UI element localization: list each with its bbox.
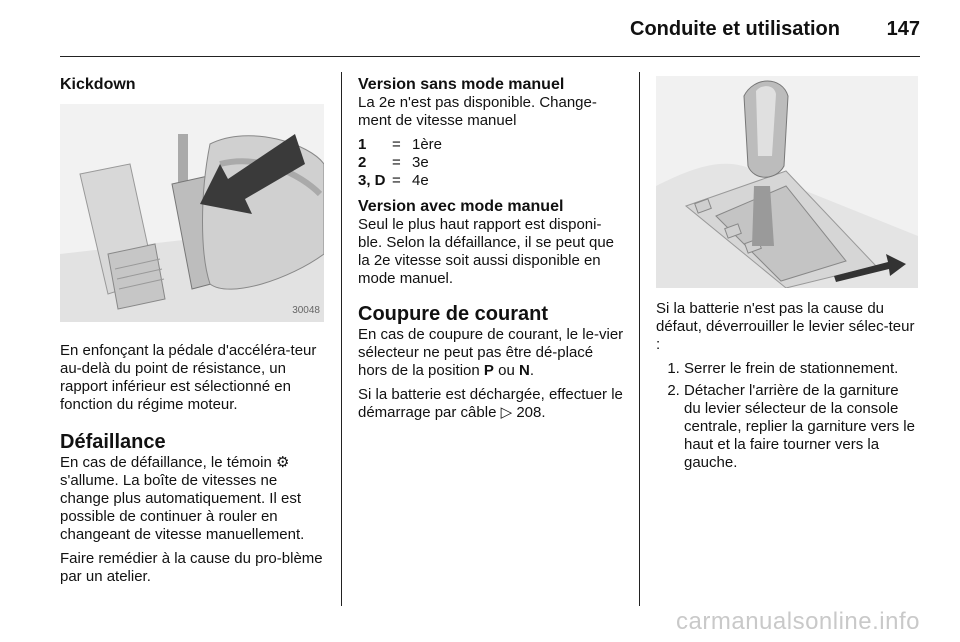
gear-value: 1ère bbox=[412, 136, 443, 153]
kickdown-text: En enfonçant la pédale d'accéléra-teur au-delà du point de résistance, un rapport inférieur est sélectionné en fonction du régime moteur. bbox=[60, 342, 317, 413]
gear-row bbox=[358, 136, 442, 154]
unlock-intro: Si la batterie n'est pas la cause du défaut, déverrouiller le levier sélec-teur : bbox=[656, 300, 915, 353]
failure-text: En cas de défaillance, le témoin ⚙ s'allume. La boîte de vitesses ne change plus automatiquement. Il est possible de continuer à rouler en changeant de vitesse manuellement. bbox=[60, 454, 305, 543]
list-item: 2. Détacher l'arrière de la garniture du levier sélecteur de la console centrale, replier la garniture vers le haut et la faire tourner vers la gauche. bbox=[684, 382, 918, 472]
footer-watermark[interactable]: carmanualsonline.info bbox=[676, 608, 920, 635]
no-manual-text: La 2e n'est pas disponible. Change-ment de vitesse manuel bbox=[358, 94, 597, 129]
gear-row bbox=[358, 154, 442, 172]
position-p: P bbox=[483, 362, 494, 379]
position-n: N bbox=[518, 362, 530, 379]
power-text bbox=[358, 326, 624, 380]
column-2 bbox=[358, 76, 624, 428]
header-rule bbox=[60, 56, 920, 57]
gear-table bbox=[358, 136, 442, 190]
kickdown-figure bbox=[60, 104, 324, 322]
column-3 bbox=[656, 76, 918, 476]
kickdown-heading: Kickdown bbox=[60, 76, 136, 93]
column-divider-1 bbox=[341, 72, 342, 606]
gear-key: 2 bbox=[358, 154, 367, 171]
failure-heading: Défaillance bbox=[60, 431, 166, 453]
battery-text-body: Si la batterie est déchargée, effectuer le démarrage par câble bbox=[358, 386, 623, 421]
manual-heading: Version avec mode manuel bbox=[358, 198, 564, 215]
list-item: 1. Serrer le frein de stationnement. bbox=[684, 360, 918, 378]
gear-eq: = bbox=[392, 172, 401, 189]
column-divider-2 bbox=[639, 72, 640, 606]
selector-figure bbox=[656, 76, 918, 288]
figure-code: 30048 bbox=[292, 305, 320, 316]
battery-text bbox=[358, 386, 624, 422]
power-or: ou bbox=[498, 362, 515, 379]
page-number: 147 bbox=[886, 18, 920, 40]
manual-text: Seul le plus haut rapport est disponi-ble. Selon la défaillance, il se peut que la 2e vitesse soit aussi disponible en mode manuel. bbox=[358, 216, 615, 287]
power-heading: Coupure de courant bbox=[358, 303, 549, 325]
no-manual-heading: Version sans mode manuel bbox=[358, 76, 565, 93]
header-title: Conduite et utilisation bbox=[630, 18, 840, 40]
gear-value: 4e bbox=[412, 172, 429, 189]
power-dot: . bbox=[529, 362, 534, 379]
battery-ref[interactable]: 208. bbox=[516, 404, 546, 421]
gear-key: 3, D bbox=[358, 172, 386, 189]
power-text-body: En cas de coupure de courant, le le-vier sélecteur ne peut pas être dé-placé hors de la position bbox=[358, 326, 624, 379]
selector-lever-illustration bbox=[656, 76, 918, 288]
unlock-steps bbox=[656, 360, 918, 472]
gear-row bbox=[358, 172, 442, 190]
pedal-illustration bbox=[60, 104, 324, 322]
repair-text: Faire remédier à la cause du pro-blème par un atelier. bbox=[60, 550, 323, 585]
page-ref-icon: ▷ bbox=[500, 404, 513, 421]
gear-value: 3e bbox=[412, 154, 429, 171]
gear-eq: = bbox=[392, 136, 401, 153]
gear-key: 1 bbox=[358, 136, 367, 153]
gear-eq: = bbox=[392, 154, 401, 171]
column-1 bbox=[60, 76, 324, 592]
